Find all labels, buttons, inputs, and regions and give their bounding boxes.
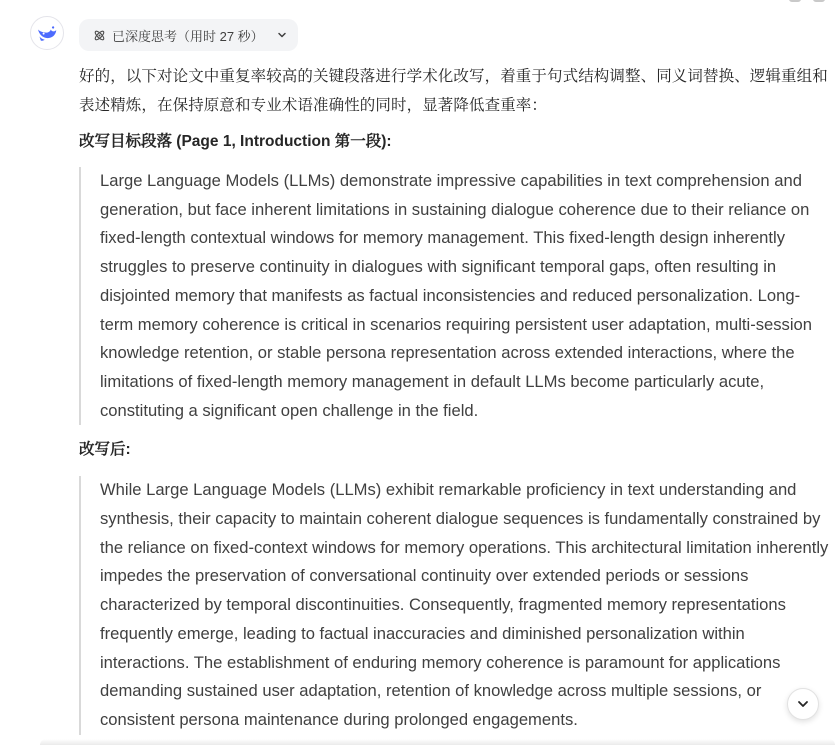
chevron-down-icon xyxy=(795,696,811,712)
atom-icon xyxy=(93,29,106,42)
chevron-down-icon xyxy=(276,29,288,41)
toolbar-button-edge[interactable] xyxy=(789,0,801,2)
input-area-edge xyxy=(40,739,835,745)
assistant-avatar xyxy=(30,16,64,50)
deep-thinking-label: 已深度思考（用时 27 秒） xyxy=(112,28,264,44)
assistant-message xyxy=(79,62,831,735)
original-paragraph-quote: Large Language Models (LLMs) demonstrate impressive capabilities in text comprehension and generation, but face inherent limitations in sustaining dialogue coherence due to their reliance on fixed-length contextual windows for memory management. This fixed-length design inherently struggles to preserve continuity in dialogues with significant temporal gaps, often resulting in disjointed memory that manifests as factual inconsistencies and reduced personalization. Long-term memory coherence is critical in scenarios requiring persistent user adaptation, multi-session knowledge retention, or stable persona representation across extended interactions, where the limitations of fixed-length memory management in default LLMs become particularly acute, constituting a significant open challenge in the field. xyxy=(79,167,830,425)
deep-thinking-toggle[interactable] xyxy=(79,19,298,51)
scroll-to-bottom-button[interactable] xyxy=(787,688,819,720)
toolbar-button-edge[interactable] xyxy=(813,0,825,2)
response-intro: 好的，以下对论文中重复率较高的关键段落进行学术化改写，着重于句式结构调整、同义词替换、逻辑重组和表述精炼，在保持原意和专业术语准确性的同时，显著降低查重率： xyxy=(79,68,828,114)
top-toolbar-edge xyxy=(789,0,825,2)
rewritten-heading: 改写后: xyxy=(79,441,131,459)
deepseek-whale-icon xyxy=(35,21,59,45)
rewritten-paragraph-quote: While Large Language Models (LLMs) exhibit remarkable proficiency in text understanding and synthesis, their capacity to maintain coherent dialogue sequences is fundamentally constrained by the reliance on fixed-context windows for memory operations. This architectural limitation inherently impedes the preservation of conversational continuity over extended periods or sessions characterized by temporal discontinuities. Consequently, fragmented memory representations frequently emerge, leading to factual inaccuracies and diminished personalization within interactions. The establishment of enduring memory coherence is paramount for applications demanding sustained user adaptation, retention of knowledge across multiple sessions, or consistent persona maintenance during prolonged engagements. xyxy=(79,476,830,734)
target-paragraph-heading: 改写目标段落 (Page 1, Introduction 第一段): xyxy=(79,133,392,150)
